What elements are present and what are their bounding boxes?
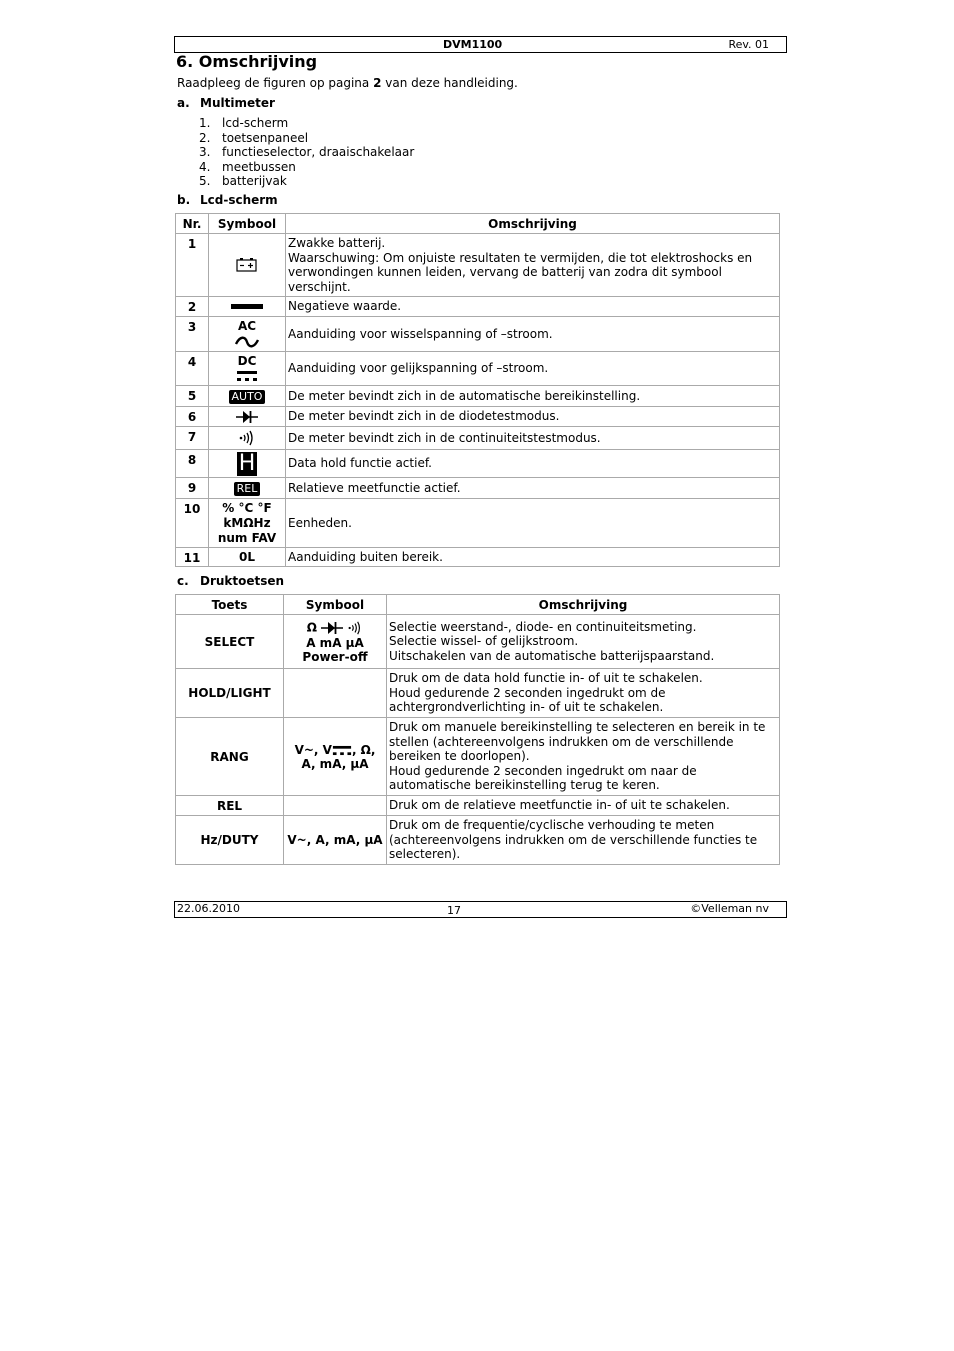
- footer-date: 22.06.2010: [177, 902, 240, 915]
- header-model: DVM1100: [443, 38, 503, 51]
- table-row: HOLD/LIGHT Druk om de data hold functie in- of uit te schakelen. Houd gedurende 2 seconden ingedrukt om de achtergrondverlichting in- of uit te schakelen.: [176, 669, 780, 718]
- subsection-b-heading: b. Lcd-scherm: [177, 193, 278, 207]
- table-header-row: Nr. Symbool Omschrijving: [176, 214, 780, 234]
- rel-badge: REL: [234, 482, 261, 496]
- list-item: 2. toetsenpaneel: [199, 130, 309, 145]
- minus-bar-icon: [231, 304, 263, 309]
- page-header: [174, 36, 787, 53]
- table-row: 3 AC Aanduiding voor wisselspanning of –stroom.: [176, 317, 780, 352]
- dc-icon: [332, 745, 352, 756]
- section-title: 6. Omschrijving: [176, 52, 318, 71]
- table-row: 2 Negatieve waarde.: [176, 297, 780, 317]
- lcd-symbols-table: [175, 213, 780, 567]
- continuity-icon: [347, 620, 363, 636]
- table-row: Hz/DUTY V~, A, mA, µA Druk om de frequentie/cyclische verhouding te meten (achtereenvolgens indrukken om de verschillende functies te selecteren).: [176, 816, 780, 865]
- diode-icon: [236, 410, 258, 424]
- table-row: 8 H Data hold functie actief.: [176, 450, 780, 478]
- table-row: SELECT Ω A mA µA Power-off Selectie weerstand-, diode- en continuiteitsmeting. Selectie wissel- of gelijkstroom. Uitschakelen van de automatische batterijspaarstand.: [176, 615, 780, 669]
- subsection-a-heading: a. Multimeter: [177, 96, 275, 110]
- list-item: 4. meetbussen: [199, 159, 296, 174]
- table-row: 4 DC Aanduiding voor gelijkspanning of –stroom.: [176, 352, 780, 386]
- battery-icon: [236, 258, 258, 272]
- multimeter-parts-list: [199, 116, 414, 189]
- tilde-icon: [234, 335, 260, 349]
- page-number: 17: [447, 904, 461, 917]
- page-footer: [174, 901, 787, 918]
- table-row: REL Druk om de relatieve meetfunctie in- of uit te schakelen.: [176, 796, 780, 816]
- auto-badge: AUTO: [229, 390, 266, 404]
- header-revision: Rev. 01: [728, 38, 769, 51]
- list-item: 5. batterijvak: [199, 174, 287, 188]
- diode-icon: [321, 621, 343, 635]
- intro-text: Raadpleeg de figuren op pagina 2 van deze handleiding.: [177, 76, 518, 90]
- table-row: 5 AUTO De meter bevindt zich in de automatische bereikinstelling.: [176, 386, 780, 407]
- table-row: 6 De meter bevindt zich in de diodetestmodus.: [176, 407, 780, 427]
- keys-table: [175, 594, 780, 865]
- hold-badge: H: [238, 450, 256, 476]
- table-row: RANG V~, V , Ω, A, mA, µA Druk om manuele bereikinstelling te selecteren en bereik in te stellen (achtereenvolgens indrukken om de verschillende bereiken te doorlopen). Houd gedurende 2 seconden ingedrukt om naar de automatische bereikinstelling terug te keren.: [176, 718, 780, 796]
- table-row: 10 % °C °F kΜΩHz num FAV Eenheden.: [176, 499, 780, 548]
- list-item: 1. lcd-scherm: [199, 116, 289, 130]
- table-row: 9 REL Relatieve meetfunctie actief.: [176, 478, 780, 499]
- subsection-c-heading: c. Druktoetsen: [177, 574, 285, 588]
- footer-copyright: ©Velleman nv: [690, 902, 769, 915]
- table-header-row: Toets Symbool Omschrijving: [176, 595, 780, 615]
- table-row: 7 De meter bevindt zich in de continuiteitstestmodus.: [176, 427, 780, 450]
- dc-icon: [236, 370, 258, 382]
- table-row: 11 0L Aanduiding buiten bereik.: [176, 548, 780, 567]
- continuity-icon: [238, 429, 256, 447]
- list-item: 3. functieselector, draaischakelaar: [199, 145, 415, 159]
- table-row: 1 Zwakke batterij. Waarschuwing: Om onjuiste resultaten te vermijden, die tot elektroshocks en verwondingen kunnen leiden, vervang de batterij van zodra dit symbool verschijnt.: [176, 234, 780, 297]
